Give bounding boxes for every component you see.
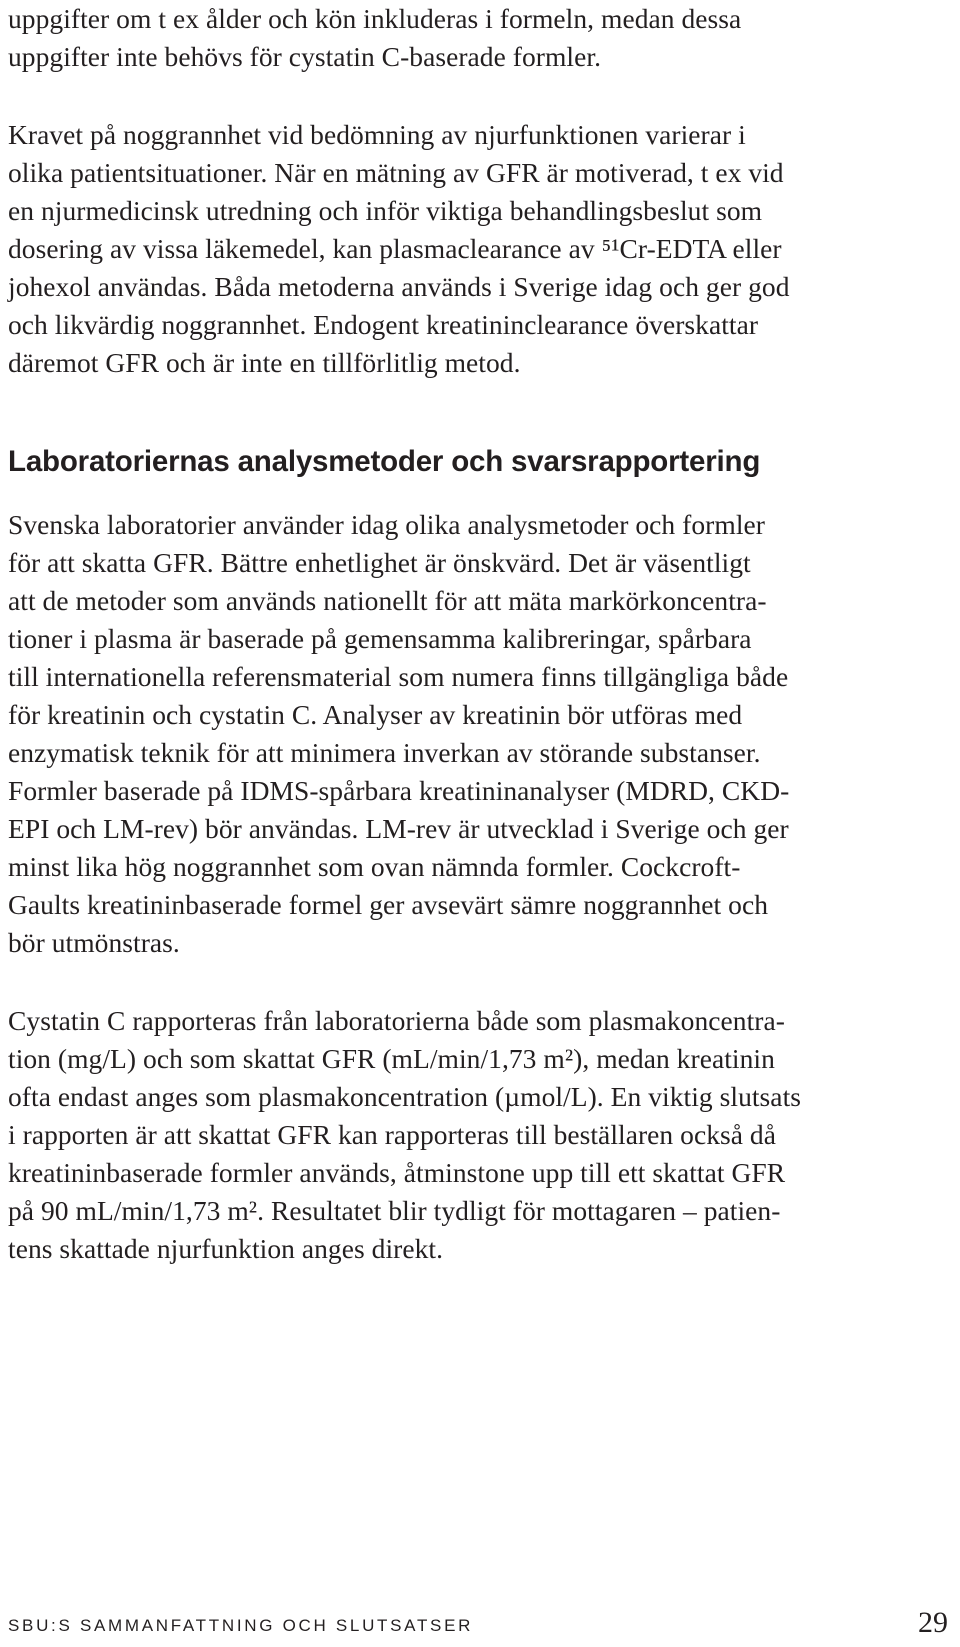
text-line: johexol användas. Båda metoderna används i Sverige idag och ger god — [8, 271, 790, 302]
text-line: minst lika hög noggrannhet som ovan nämnda formler. Cockcroft- — [8, 851, 741, 882]
text-line: EPI och LM-rev) bör användas. LM-rev är utvecklad i Sverige och ger — [8, 813, 789, 844]
running-title: SBU:S SAMMANFATTNING OCH SLUTSATSER — [8, 1616, 474, 1635]
text-line: Svenska laboratorier använder idag olika analysmetoder och formler — [8, 509, 765, 540]
section-heading: Laboratoriernas analysmetoder och svarsrapportering — [8, 445, 761, 478]
text-line: däremot GFR och är inte en tillförlitlig metod. — [8, 347, 521, 378]
text-line: uppgifter om t ex ålder och kön inkluderas i formeln, medan dessa — [8, 3, 742, 34]
text-line: på 90 mL/min/1,73 m². Resultatet blir tydligt för mottagaren – patien- — [8, 1195, 781, 1226]
text-line: att de metoder som används nationellt för att mäta markörkoncentra- — [8, 585, 767, 616]
text-line: till internationella referensmaterial som numera finns tillgängliga både — [8, 661, 789, 692]
text-line: bör utmönstras. — [8, 927, 180, 958]
text-line: tion (mg/L) och som skattat GFR (mL/min/1,73 m²), medan kreatinin — [8, 1043, 775, 1074]
page-footer — [8, 1606, 956, 1640]
text-line: för att skatta GFR. Bättre enhetlighet är önskvärd. Det är väsentligt — [8, 547, 751, 578]
text-line: uppgifter inte behövs för cystatin C-baserade formler. — [8, 41, 601, 72]
text-line: enzymatisk teknik för att minimera inverkan av störande substanser. — [8, 737, 761, 768]
text-line: ofta endast anges som plasmakoncentration (µmol/L). En viktig slutsats — [8, 1081, 802, 1112]
text-line: tens skattade njurfunktion anges direkt. — [8, 1233, 444, 1264]
text-line: Cystatin C rapporteras från laboratorierna både som plasmakoncentra- — [8, 1005, 785, 1036]
text-line: Kravet på noggrannhet vid bedömning av njurfunktionen varierar i — [8, 119, 746, 150]
text-line: tioner i plasma är baserade på gemensamma kalibreringar, spårbara — [8, 623, 752, 654]
text-line: för kreatinin och cystatin C. Analyser av kreatinin bör utföras med — [8, 699, 743, 730]
text-line: Gaults kreatininbaserade formel ger avsevärt sämre noggrannhet och — [8, 889, 769, 920]
text-line: Formler baserade på IDMS-spårbara kreatininanalyser (MDRD, CKD- — [8, 775, 790, 806]
text-line: olika patientsituationer. När en mätning av GFR är motiverad, t ex vid — [8, 157, 784, 188]
text-line: kreatininbaserade formler används, åtminstone upp till ett skattat GFR — [8, 1157, 786, 1188]
text-line: en njurmedicinsk utredning och inför viktiga behandlingsbeslut som — [8, 195, 763, 226]
text-line: i rapporten är att skattat GFR kan rapporteras till beställaren också då — [8, 1119, 776, 1150]
page-number: 29 — [918, 1606, 948, 1639]
text-line: och likvärdig noggrannhet. Endogent kreatininclearance överskattar — [8, 309, 759, 340]
text-line: dosering av vissa läkemedel, kan plasmaclearance av ⁵¹Cr-EDTA eller — [8, 233, 782, 264]
